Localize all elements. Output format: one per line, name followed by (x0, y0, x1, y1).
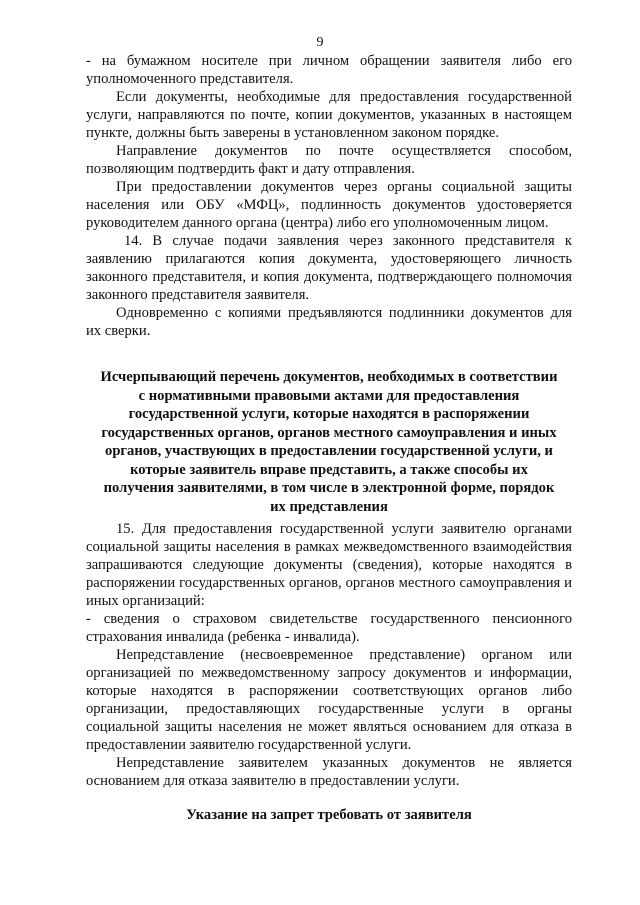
paragraph-item-15: 15. Для предоставления государственной услуги заявителю органами социальной защиты населения в рамках межведомственного взаимодействия запрашиваются следующие документы (сведения), которые находятся в распоряжении государственных органов, органов местного самоуправления и иных организаций: (86, 521, 572, 609)
paragraph-originals: Одновременно с копиями предъявляются подлинники документов для их сверки. (86, 305, 572, 339)
paragraph-non-submission-agency: Непредставление (несвоевременное представление) органом или организацией по межведомственному запросу документов и информации, которые находятся в распоряжении соответствующих органов либо организации, предоставляющих государственные услуги в органы социальной защиты населения не может являться основанием для отказа в предоставлении заявителю государственной услуги. (86, 647, 572, 753)
paragraph-postal-copies: Если документы, необходимые для предоставления государственной услуги, направляются по почте, копии документов, указанных в настоящем пункте, должны быть заверены в установленном законом порядке. (86, 89, 572, 141)
paragraph-authenticity: При предоставлении документов через органы социальной защиты населения или ОБУ «МФЦ», подлинность документов удостоверяется руководителем данного органа (центра) либо его уполномоченным лицом. (86, 179, 572, 231)
paragraph-item-14: 14. В случае подачи заявления через законного представителя к заявлению прилагаются копия документа, удостоверяющего личность законного представителя, и копия документа, подтверждающего полномочия законного представителя заявителя. (86, 233, 572, 303)
text-block-documents-submission (86, 52, 572, 340)
paragraph-non-submission-applicant: Непредставление заявителем указанных документов не является основанием для отказа заявителю в предоставлении услуги. (86, 755, 572, 789)
paragraph-paper-medium: - на бумажном носителе при личном обращении заявителя либо его уполномоченного представителя. (86, 53, 572, 87)
section-heading-documents-list: Исчерпывающий перечень документов, необходимых в соответствии с нормативными правовыми актами для предоставления государственной услуги, которые находятся в распоряжении государственных органов, органов местного самоуправления и иных органов, участвующих в предоставлении государственной услуги, и которые заявитель вправе представить, а также способы их получения заявителями, в том числе в электронной форме, порядок их представления (100, 369, 558, 515)
text-block-interagency-requests (86, 520, 572, 790)
section-heading-prohibition: Указание на запрет требовать от заявителя (186, 807, 472, 823)
paragraph-insurance-info: - сведения о страховом свидетельстве государственного пенсионного страхования инвалида (ребенка - инвалида). (86, 611, 572, 645)
paragraph-postal-sending: Направление документов по почте осуществляется способом, позволяющим подтвердить факт и дату отправления. (86, 143, 572, 177)
page-number: 9 (316, 35, 324, 50)
